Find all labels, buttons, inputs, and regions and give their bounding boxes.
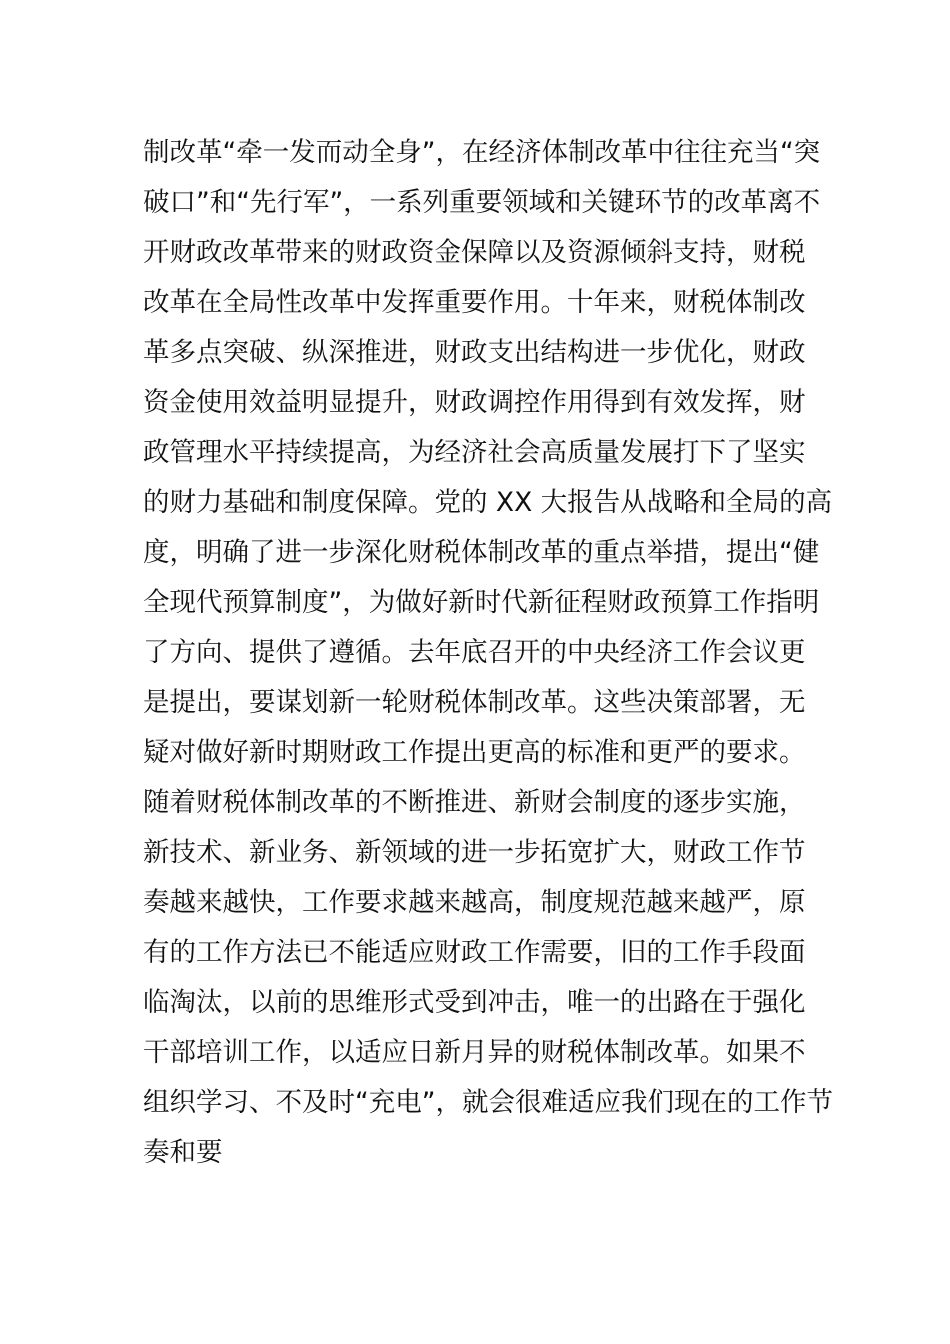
text-line: 新技术、新业务、新领域的进一步拓宽扩大，财政工作节 (143, 837, 806, 868)
text-line: 政管理水平持续提高，为经济社会高质量发展打下了坚实 (143, 437, 806, 468)
text-line: 随着财税体制改革的不断推进、新财会制度的逐步实施， (143, 787, 806, 818)
body-paragraph (143, 128, 833, 1178)
text-line: 疑对做好新时期财政工作提出更高的标准和更严的要求。 (143, 737, 806, 768)
text-line: 干部培训工作，以适应日新月异的财税体制改革。如果不 (143, 1037, 806, 1068)
text-line: 开财政改革带来的财政资金保障以及资源倾斜支持，财税 (143, 237, 806, 268)
text-line: 制改革“牵一发而动全身”，在经济体制改革中往往充当“突 (143, 137, 821, 168)
text-line: 了方向、提供了遵循。去年底召开的中央经济工作会议更 (143, 637, 806, 668)
text-line: 是提出，要谋划新一轮财税体制改革。这些决策部署，无 (143, 687, 806, 718)
text-line: 有的工作方法已不能适应财政工作需要，旧的工作手段面 (143, 937, 806, 968)
text-line: 资金使用效益明显提升，财政调控作用得到有效发挥，财 (143, 387, 806, 418)
text-line: 度，明确了进一步深化财税体制改革的重点举措，提出“健 (143, 537, 820, 568)
text-line: 改革在全局性改革中发挥重要作用。十年来，财税体制改 (143, 287, 806, 318)
text-line: 的财力基础和制度保障。党的 XX 大报告从战略和全局的高 (143, 487, 833, 518)
text-line: 组织学习、不及时“充电”，就会很难适应我们现在的工作节 (143, 1087, 833, 1118)
text-line: 临淘汰，以前的思维形式受到冲击，唯一的出路在于强化 (143, 987, 806, 1018)
text-line: 全现代预算制度”，为做好新时代新征程财政预算工作指明 (143, 587, 820, 618)
text-line: 奏和要 (143, 1137, 223, 1168)
text-line: 奏越来越快，工作要求越来越高，制度规范越来越严，原 (143, 887, 806, 918)
text-line: 破口”和“先行军”，一系列重要领域和关键环节的改革离不 (143, 187, 821, 218)
text-line: 革多点突破、纵深推进，财政支出结构进一步优化，财政 (143, 337, 806, 368)
